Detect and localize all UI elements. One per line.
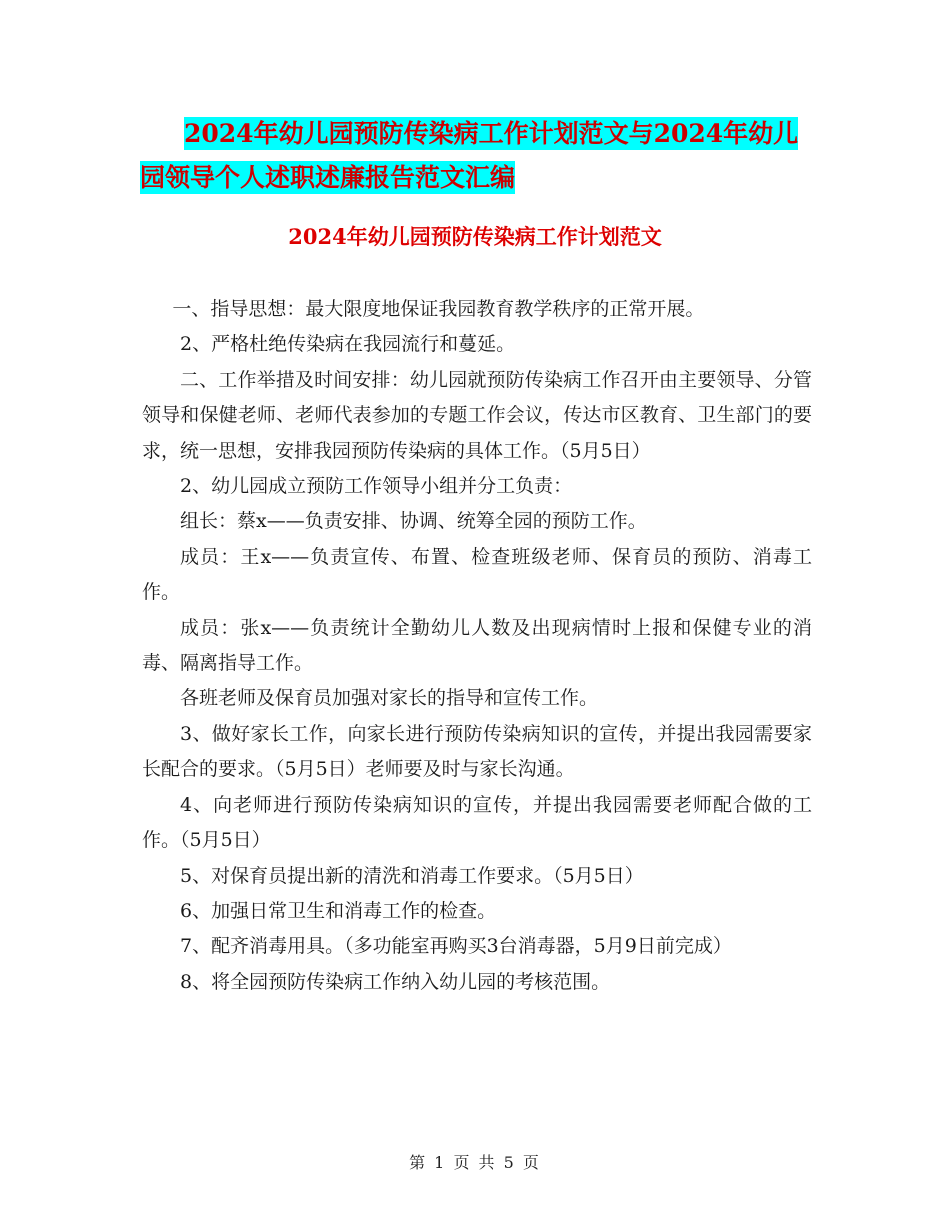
- paragraph: 二、工作举措及时间安排：幼儿园就预防传染病工作召开由主要领导、分管领导和保健老师、老师代表参加的专题工作会议，传达市区教育、卫生部门的要求，统一思想，安排我园预防传染病的具体工作。（5月5日）: [142, 368, 812, 462]
- paragraph: 一、指导思想：最大限度地保证我园教育教学秩序的正常开展。: [172, 298, 705, 320]
- paragraph: 2、严格杜绝传染病在我园流行和蔓延。: [180, 333, 516, 356]
- section-title: 2024年幼儿园预防传染病工作计划范文: [288, 224, 662, 249]
- title-line-2: [140, 156, 820, 200]
- paragraph: 5、对保育员提出新的清洗和消毒工作要求。（5月5日）: [180, 864, 644, 887]
- paragraph: 成员：张x——负责统计全勤幼儿人数及出现病情时上报和保健专业的消毒、隔离指导工作。: [142, 616, 812, 675]
- paragraph: 3、做好家长工作，向家长进行预防传染病知识的宣传，并提出我园需要家长配合的要求。（5月5日）老师要及时与家长沟通。: [142, 722, 812, 781]
- paragraph: 8、将全园预防传染病工作纳入幼儿园的考核范围。: [180, 970, 611, 993]
- paragraph: 各班老师及保育员加强对家长的指导和宣传工作。: [180, 687, 599, 710]
- paragraph: 4、向老师进行预防传染病知识的宣传，并提出我园需要老师配合做的工作。（5月5日）: [142, 793, 812, 852]
- title-line-1: [140, 112, 820, 156]
- page-number-footer: 第 1 页 共 5 页: [409, 1153, 541, 1172]
- title-line-2-text: 园领导个人述职述廉报告范文汇编: [140, 163, 516, 192]
- paragraph: 7、配齐消毒用具。（多功能室再购买3台消毒器，5月9日前完成）: [180, 935, 732, 958]
- document-title: [140, 112, 820, 200]
- paragraph: 成员：王x——负责宣传、布置、检查班级老师、保育员的预防、消毒工作。: [142, 545, 812, 604]
- title-line-1-text: 2024年幼儿园预防传染病工作计划范文与2024年幼儿: [184, 119, 799, 148]
- paragraph: 2、幼儿园成立预防工作领导小组并分工负责：: [180, 475, 573, 498]
- paragraph: 组长：蔡x——负责安排、协调、统筹全园的预防工作。: [180, 510, 647, 533]
- paragraph: 6、加强日常卫生和消毒工作的检查。: [180, 899, 497, 922]
- document-body: [142, 292, 812, 1000]
